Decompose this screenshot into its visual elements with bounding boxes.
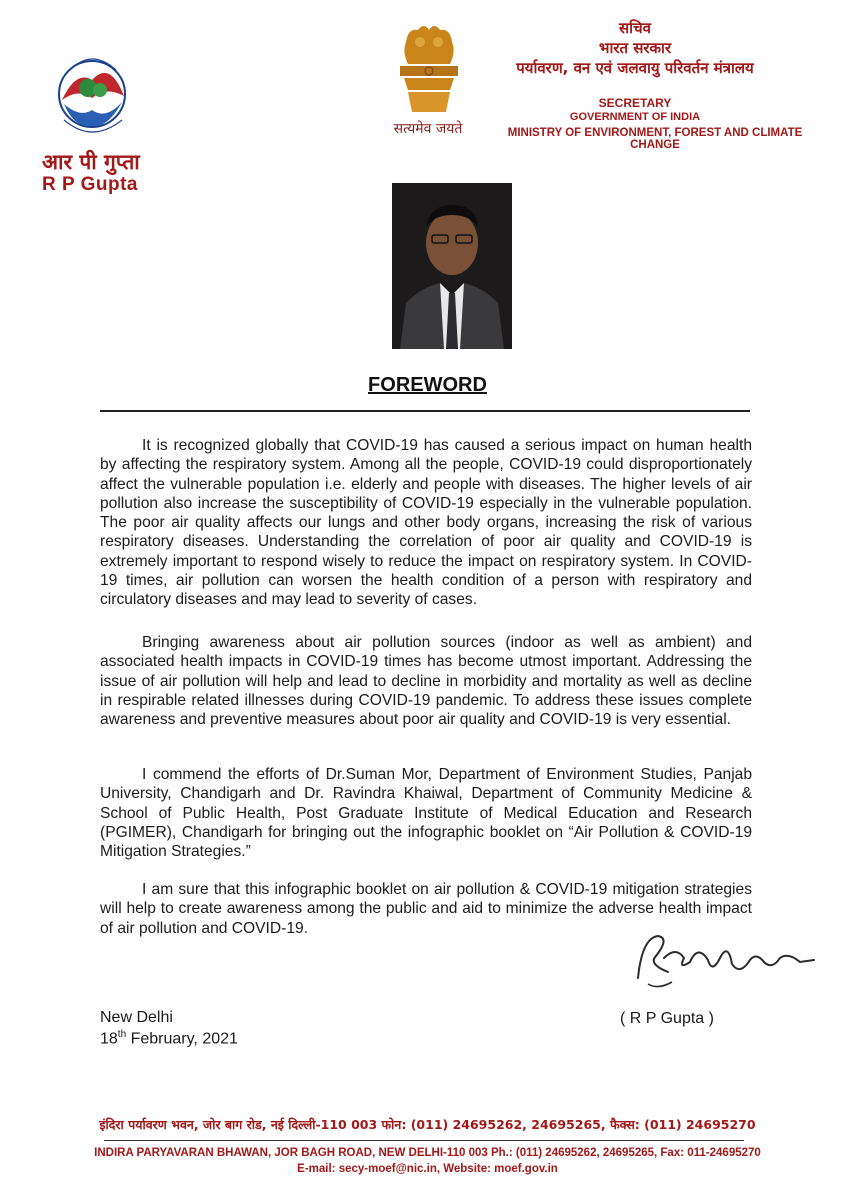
- government-hindi: भारत सरकार: [598, 39, 672, 57]
- ministry-english: MINISTRY OF ENVIRONMENT, FOREST AND CLIMATE CHANGE: [507, 127, 803, 151]
- handwritten-signature: [628, 918, 818, 998]
- paragraph-3: I commend the efforts of Dr.Suman Mor, Department of Environment Studies, Panjab University, Chandigarh and Dr. Ravindra Khaiwal, Department of Community Medicine & School of Public Health, Post Graduate Institute of Medical Education and Research (PGIMER), Chandigarh for bringing out the infographic booklet on “Air Pollution & COVID-19 Mitigation Strategies.”: [100, 766, 752, 861]
- date: [100, 1029, 238, 1048]
- government-english: GOVERNMENT OF INDIA: [569, 111, 701, 123]
- date-day: 18: [100, 1030, 118, 1048]
- footer-contact: E-mail: secy-moef@nic.in, Website: moef.gov.in: [297, 1163, 558, 1175]
- designation-english: SECRETARY: [598, 96, 672, 110]
- signatory-name: ( R P Gupta ): [620, 1010, 714, 1027]
- footer-divider: [104, 1140, 744, 1141]
- paragraph-1: It is recognized globally that COVID-19 has caused a serious impact on human health by affecting the respiratory system. Among all the people, COVID-19 could disproportionately affect the vulnerable population i.e. elderly and people with diseases. The higher levels of air pollution also increase the susceptibility of COVID-19 especially in the vulnerable population. The poor air quality affects our lungs and other body organs, increasing the risk of various respiratory diseases. Understanding the correlation of poor air quality and COVID-19 is extremely important to respond wisely to reduce the impact on respiratory system. In COVID-19 times, air pollution can worsen the health condition of a person with respiratory and circulatory diseases and may lead to severity of cases.: [100, 437, 752, 609]
- emblem-motto: सत्यमेव जयते: [393, 121, 463, 137]
- english-name: R P Gupta: [42, 174, 138, 195]
- date-suffix: th: [117, 1029, 127, 1040]
- footer-address-english: INDIRA PARYAVARAN BHAWAN, JOR BAGH ROAD, NEW DELHI-110 003 Ph.: (011) 24695262, 24695265, Fax: 011-24695270: [94, 1147, 761, 1159]
- national-emblem: [386, 20, 472, 120]
- hindi-name: आर पी गुप्ता: [42, 150, 140, 174]
- title-divider: [100, 410, 750, 412]
- paragraph-2: Bringing awareness about air pollution sources (indoor as well as ambient) and associated health impacts in COVID-19 times has become utmost important. Addressing the issue of air pollution will help and lead to decline in morbidity and mortality as well as decline in respirable related illnesses during COVID-19 pandemic. To address these issues complete awareness and preventive measures about poor air quality and COVID-19 is very essential.: [100, 634, 752, 729]
- portrait-photo: [392, 183, 512, 349]
- date-rest: February, 2021: [126, 1030, 238, 1048]
- place: New Delhi: [100, 1009, 173, 1026]
- ministry-hindi: पर्यावरण, वन एवं जलवायु परिवर्तन मंत्रालय: [516, 59, 754, 77]
- paragraph-4: I am sure that this infographic booklet on air pollution & COVID-19 mitigation strategies will help to create awareness among the public and aid to minimize the adverse health impact of air pollution and COVID-19.: [100, 881, 752, 937]
- footer-address-hindi: इंदिरा पर्यावरण भवन, जोर बाग रोड, नई दिल्ली-110 003 फोन: (011) 24695262, 24695265, फैक्स: (011) 24695270: [99, 1117, 756, 1132]
- designation-hindi: सचिव: [619, 19, 651, 37]
- page-title: FOREWORD: [368, 374, 487, 396]
- ministry-logo: [40, 40, 144, 144]
